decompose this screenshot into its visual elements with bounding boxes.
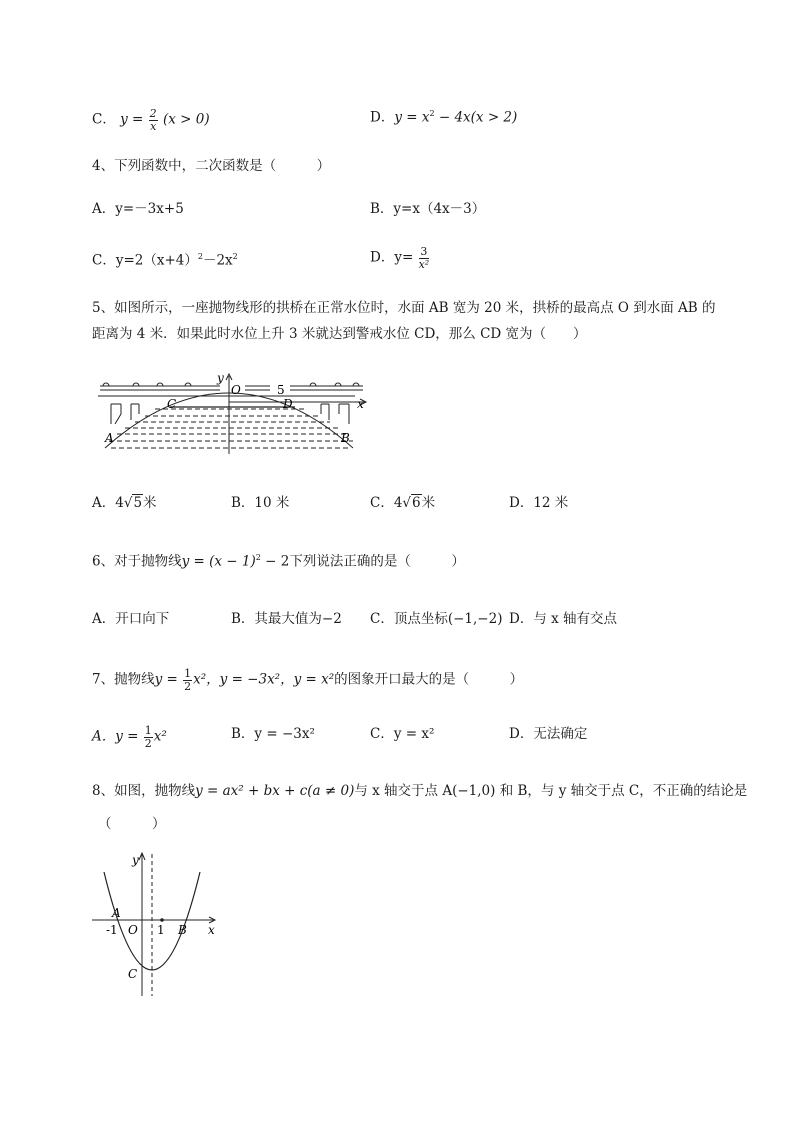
- graph-label-y: y: [132, 853, 139, 867]
- q4-option-a: A．y=－3x+5: [92, 201, 184, 217]
- bridge-label-b: B: [341, 431, 350, 445]
- q4-option-d: D．y= $\frac{3}{\text{x²}}$: [370, 245, 430, 271]
- q7-option-d: D．无法确定: [509, 726, 588, 742]
- q6-option-d: D．与 x 轴有交点: [509, 611, 618, 627]
- q5-stem-line1: 5、如图所示，一座抛物线形的拱桥在正常水位时，水面 AB 宽为 20 米，拱桥的最高点 O 到水面 AB 的: [92, 300, 716, 316]
- q8-stem-line2: （ ）: [98, 816, 166, 832]
- q4-d-fraction: $\frac{3}{\text{x²}}$: [418, 245, 430, 271]
- graph-label-b: B: [178, 923, 187, 937]
- q7-a-fraction: $\frac{1}{2}$: [144, 724, 152, 750]
- bridge-label-five: 5: [277, 383, 285, 397]
- graph-label-c: C: [128, 967, 138, 981]
- q7-option-b: B．y = −3x²: [231, 726, 315, 742]
- q7-stem: 7、抛物线y = $\frac{1}{2}$ x²，y = −3x²，y = x²的图象开口最大的是（ ）: [92, 667, 524, 693]
- q3-c-fraction: $\frac{2}{x}$: [149, 107, 157, 133]
- q7-option-a: A．y = $\frac{1}{2}$ x²: [92, 724, 167, 750]
- bridge-label-d: D: [283, 397, 293, 411]
- q5-option-b: B．10 米: [231, 495, 290, 511]
- q4-stem: 4、下列函数中，二次函数是（ ）: [92, 158, 331, 174]
- q6-option-a: A．开口向下: [92, 611, 170, 627]
- q7-stem-fraction: $\frac{1}{2}$: [184, 667, 192, 693]
- q6-option-b: B．其最大值为−2: [231, 611, 342, 627]
- graph-label-one: 1: [157, 923, 165, 937]
- bridge-label-x: x: [357, 397, 364, 411]
- q8-parabola-figure: [90, 850, 230, 1000]
- q6-stem: 6、对于抛物线$y = (x - 1)^2 - 2$下列说法正确的是（ ）: [92, 553, 465, 570]
- q5-option-c: C．4√6米: [370, 495, 436, 511]
- q6-option-c: C．顶点坐标(−1,−2): [370, 611, 503, 627]
- q3-option-c: C． y = $\frac{2}{x}$ (x > 0): [92, 107, 210, 133]
- q5-stem-line2: 距离为 4 米．如果此时水位上升 3 米就达到警戒水位 CD，那么 CD 宽为（ ）: [92, 326, 587, 342]
- q5-option-a: A．4√5米: [92, 495, 157, 511]
- bridge-label-o: O: [231, 383, 241, 397]
- q7-option-c: C．y = x²: [370, 726, 435, 742]
- q4-option-c: C．$y=2(x+4)^2-2x^2$: [92, 252, 238, 269]
- q3-option-d: D．$y = x^2 - 4x(x > 2)$: [370, 109, 518, 126]
- graph-label-a: A: [112, 906, 121, 920]
- graph-label-o: O: [128, 923, 138, 937]
- q5-option-d: D．12 米: [509, 495, 569, 511]
- q8-stem-line1: 8、如图，抛物线y = ax² + bx + c(a ≠ 0)与 x 轴交于点 A(−1,0) 和 B，与 y 轴交于点 C，不正确的结论是: [92, 783, 748, 799]
- bridge-label-y: y: [217, 372, 224, 385]
- graph-label-x: x: [208, 923, 215, 937]
- q4-option-b: B．y=x（4x－3）: [370, 201, 486, 217]
- bridge-label-c: C: [167, 397, 177, 411]
- bridge-label-a: A: [105, 431, 114, 445]
- graph-label-neg1: -1: [106, 923, 118, 937]
- q5-bridge-figure: [95, 372, 375, 458]
